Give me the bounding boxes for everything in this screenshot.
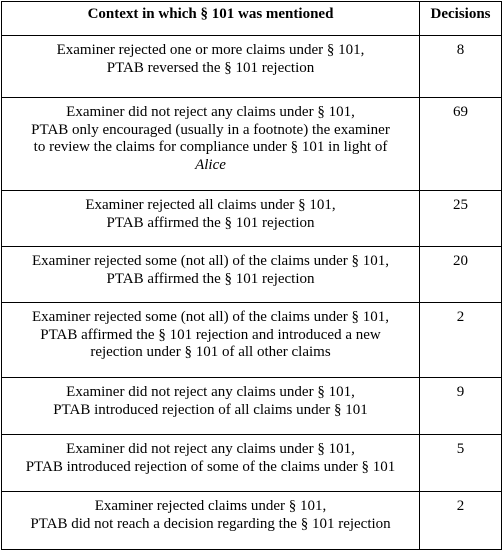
context-line: PTAB introduced rejection of all claims under § 101 — [53, 401, 368, 418]
context-line: Alice — [195, 156, 226, 173]
context-line: PTAB affirmed the § 101 rejection — [106, 270, 315, 287]
context-line: Examiner rejected some (not all) of the claims under § 101, — [32, 253, 389, 269]
table-row — [2, 435, 502, 492]
header-row — [2, 2, 502, 36]
decisions-count: 5 — [420, 435, 502, 492]
table-row — [2, 492, 502, 550]
context-line: PTAB affirmed the § 101 rejection — [106, 214, 315, 231]
context-cell — [2, 247, 420, 303]
context-cell — [2, 435, 420, 492]
context-line: Examiner rejected all claims under § 101, — [85, 197, 336, 213]
decisions-count: 2 — [420, 303, 502, 378]
context-line: Examiner rejected some (not all) of the claims under § 101, — [32, 309, 389, 325]
table-row — [2, 98, 502, 191]
context-line: PTAB only encouraged (usually in a footnote) the examiner — [31, 121, 390, 138]
decisions-table — [1, 1, 502, 550]
decisions-count: 69 — [420, 98, 502, 191]
decisions-count: 8 — [420, 36, 502, 98]
context-line: Examiner rejected claims under § 101, — [94, 498, 327, 514]
decisions-count: 2 — [420, 492, 502, 550]
decisions-count: 9 — [420, 378, 502, 435]
context-cell — [2, 492, 420, 550]
table-row — [2, 303, 502, 378]
context-line: PTAB affirmed the § 101 rejection and introduced a new — [40, 326, 381, 343]
context-cell — [2, 36, 420, 98]
context-cell — [2, 378, 420, 435]
context-line: Examiner rejected one or more claims under § 101, — [56, 42, 365, 58]
context-line: PTAB did not reach a decision regarding the § 101 rejection — [30, 515, 391, 532]
context-cell — [2, 303, 420, 378]
table-row — [2, 378, 502, 435]
header-decisions: Decisions — [420, 2, 502, 36]
context-line: Examiner did not reject any claims under § 101, — [66, 384, 355, 400]
context-cell — [2, 191, 420, 247]
table-row — [2, 191, 502, 247]
context-line: rejection under § 101 of all other claims — [90, 344, 331, 360]
header-context: Context in which § 101 was mentioned — [2, 2, 420, 36]
decisions-count: 20 — [420, 247, 502, 303]
context-line: PTAB reversed the § 101 rejection — [106, 59, 315, 76]
context-line: to review the claims for compliance under § 101 in light of — [33, 139, 388, 155]
context-line: PTAB introduced rejection of some of the claims under § 101 — [25, 458, 396, 475]
table-row — [2, 36, 502, 98]
context-line: Examiner did not reject any claims under § 101, — [66, 104, 355, 120]
table-row — [2, 247, 502, 303]
context-line: Examiner did not reject any claims under § 101, — [66, 441, 355, 457]
decisions-count: 25 — [420, 191, 502, 247]
context-cell — [2, 98, 420, 191]
